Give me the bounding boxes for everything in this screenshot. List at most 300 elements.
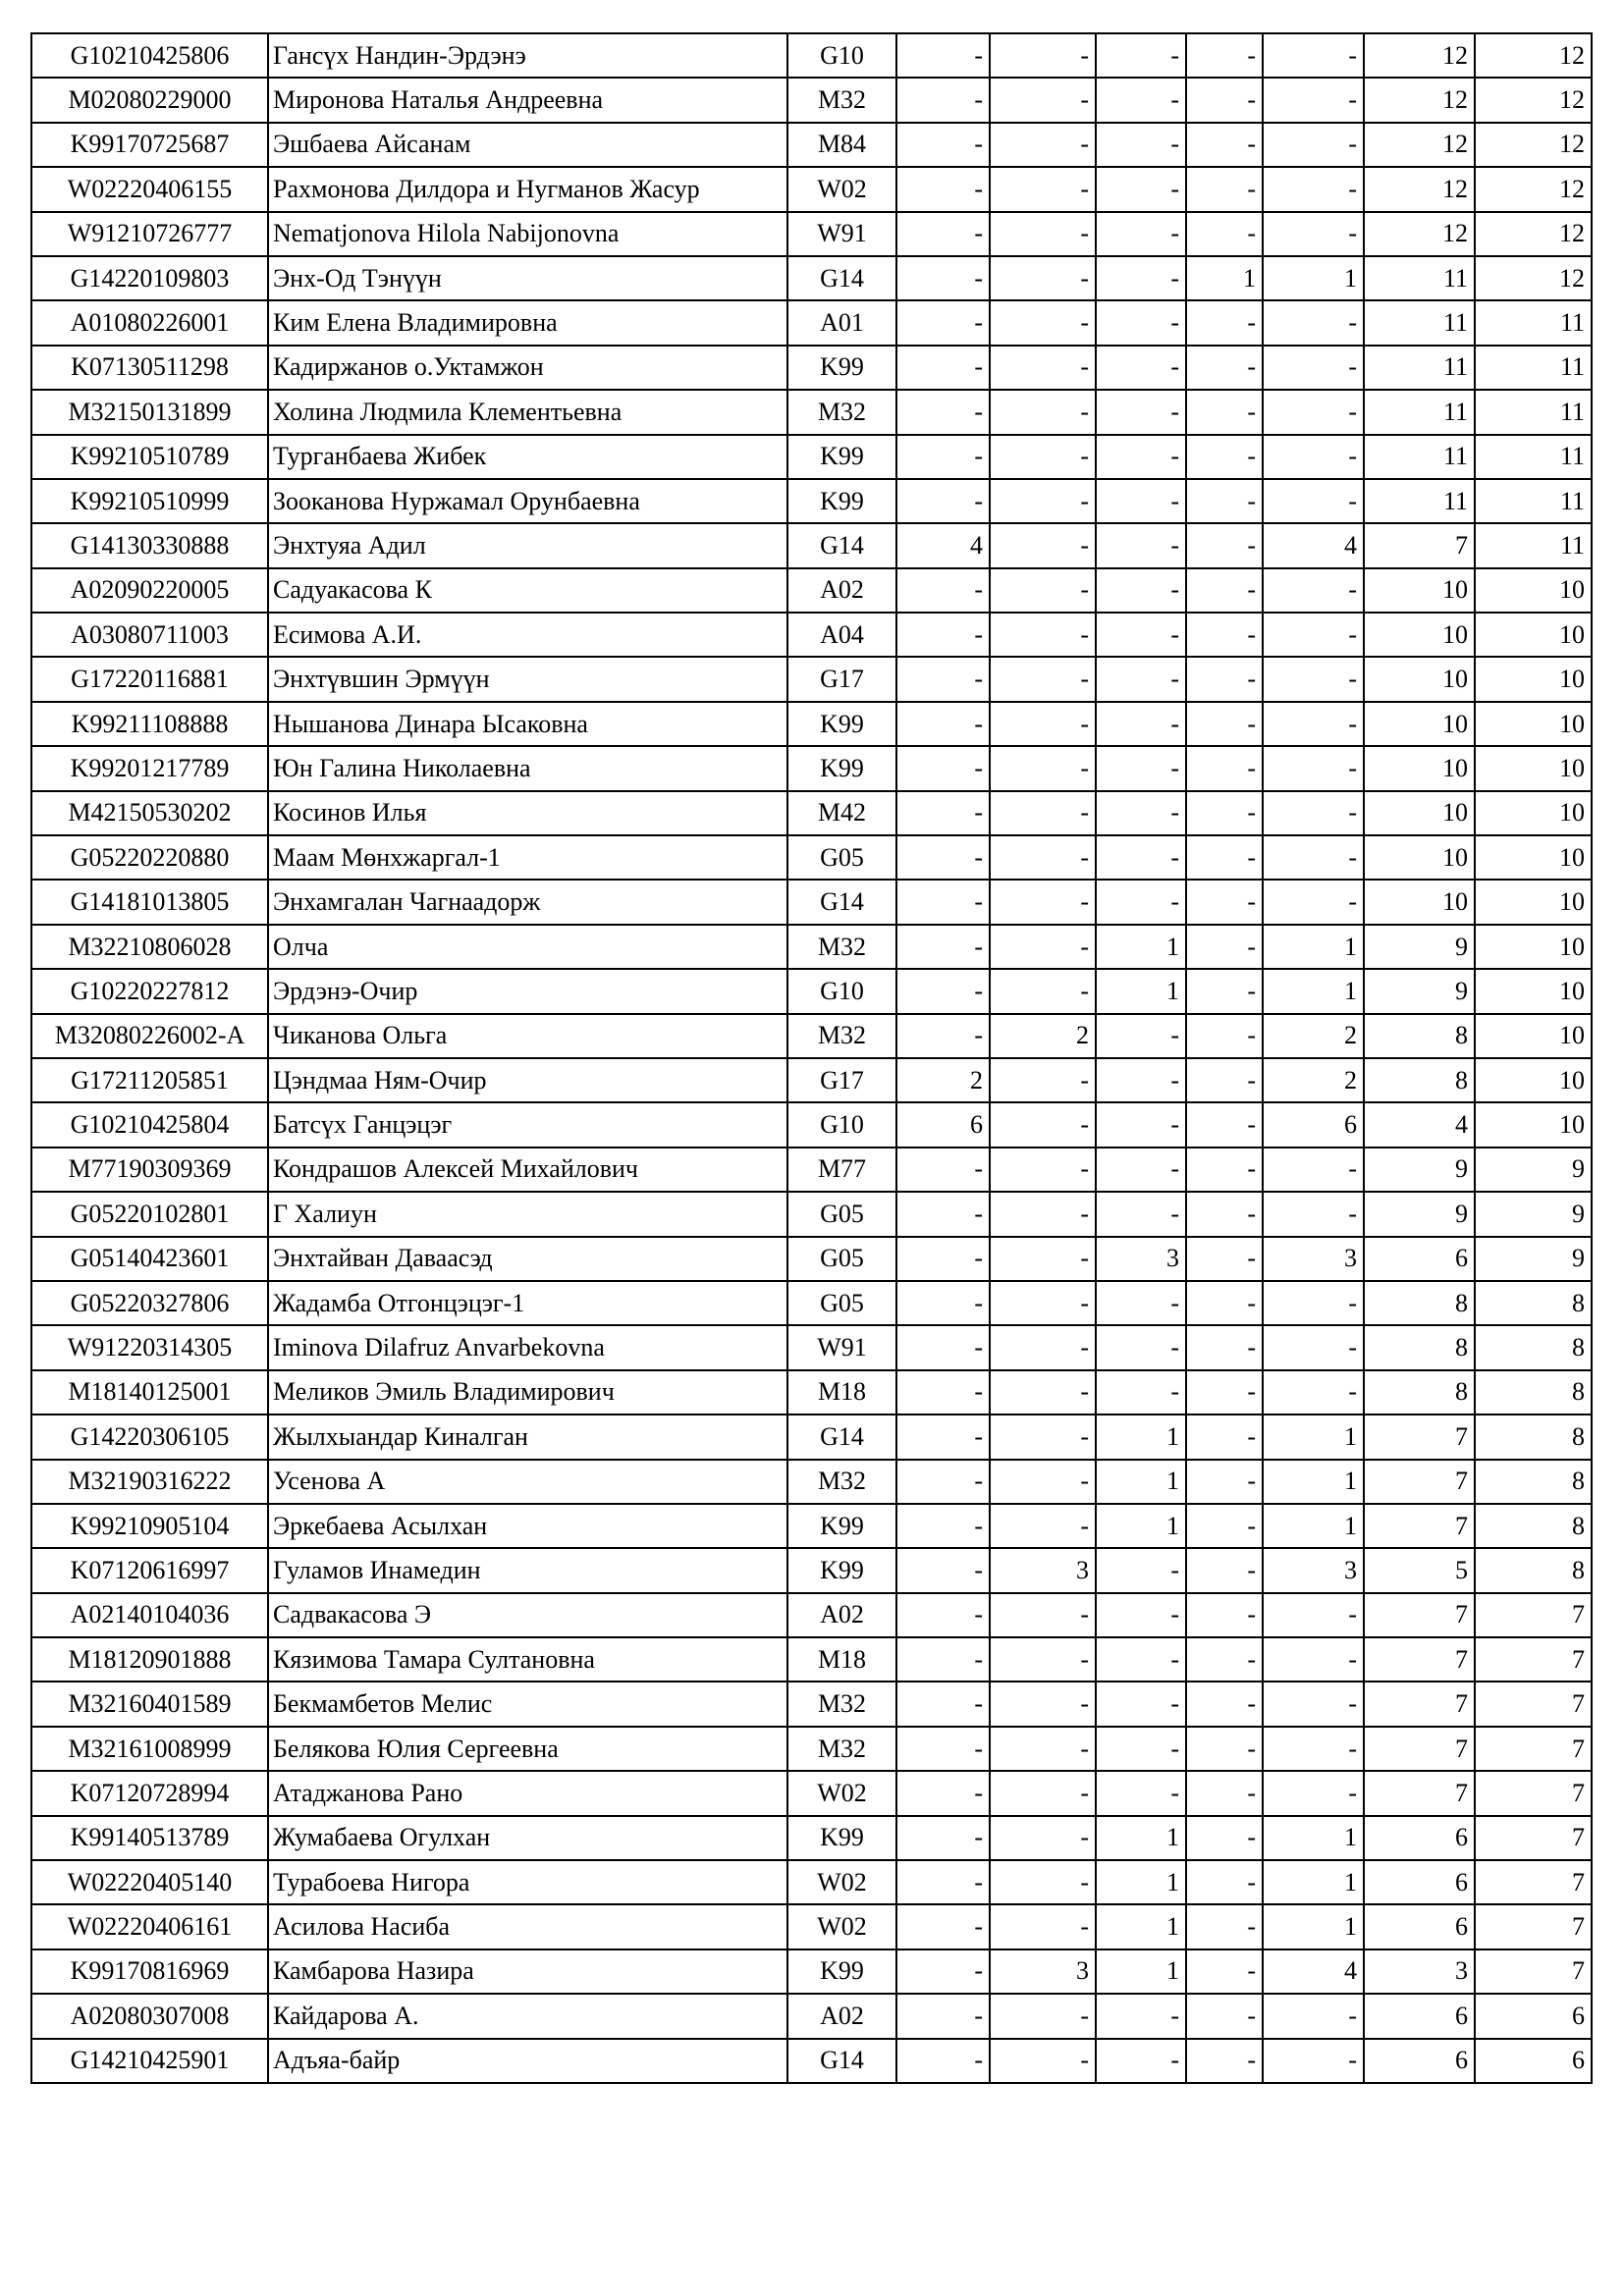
member-name-cell: Цэндмаа Ням-Очир bbox=[268, 1058, 787, 1102]
score-col-1-cell: - bbox=[896, 835, 990, 880]
member-code-cell: G17211205851 bbox=[31, 1058, 268, 1102]
score-col-1-cell: - bbox=[896, 1460, 990, 1504]
score-col-1-cell: - bbox=[896, 479, 990, 523]
score-col-1-cell: - bbox=[896, 568, 990, 613]
score-subtotal-cell: - bbox=[1263, 613, 1364, 657]
score-subtotal-cell: 1 bbox=[1263, 256, 1364, 300]
score-col-3-cell: - bbox=[1096, 1593, 1186, 1637]
table-row bbox=[31, 33, 1592, 78]
table-row bbox=[31, 1637, 1592, 1682]
member-name-cell: Бекмамбетов Мелис bbox=[268, 1682, 787, 1726]
score-base-cell: 12 bbox=[1364, 123, 1475, 167]
score-col-2-cell: - bbox=[990, 1771, 1096, 1815]
score-subtotal-cell: - bbox=[1263, 2039, 1364, 2083]
score-col-4-cell: - bbox=[1186, 1593, 1263, 1637]
group-code-cell: G14 bbox=[787, 256, 896, 300]
member-code-cell: G05140423601 bbox=[31, 1237, 268, 1281]
score-col-3-cell: 1 bbox=[1096, 1415, 1186, 1459]
table-row bbox=[31, 78, 1592, 122]
group-code-cell: M77 bbox=[787, 1148, 896, 1192]
score-col-2-cell: - bbox=[990, 479, 1096, 523]
score-base-cell: 6 bbox=[1364, 1816, 1475, 1860]
score-subtotal-cell: - bbox=[1263, 746, 1364, 790]
group-code-cell: W91 bbox=[787, 1325, 896, 1369]
member-name-cell: Эркебаева Асылхан bbox=[268, 1504, 787, 1548]
score-subtotal-cell: - bbox=[1263, 167, 1364, 211]
score-col-3-cell: - bbox=[1096, 835, 1186, 880]
score-col-2-cell: - bbox=[990, 390, 1096, 434]
score-col-3-cell: 1 bbox=[1096, 1860, 1186, 1904]
score-col-2-cell: - bbox=[990, 1237, 1096, 1281]
member-code-cell: W02220405140 bbox=[31, 1860, 268, 1904]
score-base-cell: 7 bbox=[1364, 1637, 1475, 1682]
member-name-cell: Nematjonova Hilola Nabijonovna bbox=[268, 212, 787, 256]
member-code-cell: A02080307008 bbox=[31, 1994, 268, 2038]
score-col-4-cell: - bbox=[1186, 33, 1263, 78]
member-name-cell: Адъяа-байр bbox=[268, 2039, 787, 2083]
score-total-cell: 12 bbox=[1475, 167, 1592, 211]
score-col-1-cell: - bbox=[896, 123, 990, 167]
score-col-4-cell: - bbox=[1186, 123, 1263, 167]
score-col-1-cell: - bbox=[896, 1860, 990, 1904]
score-col-2-cell: - bbox=[990, 880, 1096, 924]
score-base-cell: 11 bbox=[1364, 435, 1475, 479]
member-name-cell: Энхтүвшин Эрмүүн bbox=[268, 657, 787, 701]
score-subtotal-cell: 1 bbox=[1263, 1860, 1364, 1904]
member-name-cell: Кайдарова А. bbox=[268, 1994, 787, 2038]
score-col-2-cell: 3 bbox=[990, 1949, 1096, 1994]
group-code-cell: G14 bbox=[787, 880, 896, 924]
group-code-cell: G10 bbox=[787, 1102, 896, 1147]
score-col-4-cell: - bbox=[1186, 1370, 1263, 1415]
score-col-4-cell: - bbox=[1186, 1281, 1263, 1325]
member-name-cell: Жумабаева Огулхан bbox=[268, 1816, 787, 1860]
group-code-cell: M32 bbox=[787, 925, 896, 969]
score-col-4-cell: - bbox=[1186, 1682, 1263, 1726]
score-col-3-cell: - bbox=[1096, 167, 1186, 211]
score-col-3-cell: 1 bbox=[1096, 969, 1186, 1013]
score-total-cell: 12 bbox=[1475, 78, 1592, 122]
score-subtotal-cell: - bbox=[1263, 300, 1364, 345]
score-total-cell: 7 bbox=[1475, 1727, 1592, 1771]
table-row bbox=[31, 346, 1592, 390]
results-table-body bbox=[31, 33, 1592, 2083]
member-name-cell: Маам Мөнхжаргал-1 bbox=[268, 835, 787, 880]
score-col-2-cell: - bbox=[990, 1370, 1096, 1415]
group-code-cell: M84 bbox=[787, 123, 896, 167]
score-col-2-cell: - bbox=[990, 1682, 1096, 1726]
member-code-cell: K07130511298 bbox=[31, 346, 268, 390]
score-col-3-cell: - bbox=[1096, 657, 1186, 701]
member-code-cell: A02140104036 bbox=[31, 1593, 268, 1637]
score-col-4-cell: - bbox=[1186, 1415, 1263, 1459]
score-col-2-cell: - bbox=[990, 2039, 1096, 2083]
score-subtotal-cell: 1 bbox=[1263, 1415, 1364, 1459]
score-col-3-cell: - bbox=[1096, 346, 1186, 390]
score-base-cell: 8 bbox=[1364, 1058, 1475, 1102]
score-col-3-cell: - bbox=[1096, 568, 1186, 613]
member-code-cell: M18120901888 bbox=[31, 1637, 268, 1682]
score-col-3-cell: - bbox=[1096, 1370, 1186, 1415]
table-row bbox=[31, 479, 1592, 523]
member-name-cell: Жадамба Отгонцэцэг-1 bbox=[268, 1281, 787, 1325]
score-base-cell: 10 bbox=[1364, 880, 1475, 924]
score-col-1-cell: - bbox=[896, 1281, 990, 1325]
score-base-cell: 10 bbox=[1364, 568, 1475, 613]
score-subtotal-cell: - bbox=[1263, 880, 1364, 924]
table-row bbox=[31, 1904, 1592, 1949]
score-total-cell: 7 bbox=[1475, 1949, 1592, 1994]
member-name-cell: Косинов Илья bbox=[268, 791, 787, 835]
score-col-1-cell: - bbox=[896, 1727, 990, 1771]
score-col-4-cell: - bbox=[1186, 1014, 1263, 1058]
member-code-cell: K99210905104 bbox=[31, 1504, 268, 1548]
member-code-cell: M32150131899 bbox=[31, 390, 268, 434]
score-col-4-cell: - bbox=[1186, 1904, 1263, 1949]
score-col-3-cell: 1 bbox=[1096, 1504, 1186, 1548]
score-col-4-cell: - bbox=[1186, 1860, 1263, 1904]
member-name-cell: Олча bbox=[268, 925, 787, 969]
score-col-4-cell: - bbox=[1186, 2039, 1263, 2083]
score-col-2-cell: - bbox=[990, 1637, 1096, 1682]
score-total-cell: 8 bbox=[1475, 1460, 1592, 1504]
table-row bbox=[31, 1460, 1592, 1504]
score-col-1-cell: - bbox=[896, 1370, 990, 1415]
member-code-cell: M18140125001 bbox=[31, 1370, 268, 1415]
score-col-4-cell: - bbox=[1186, 568, 1263, 613]
score-col-4-cell: 1 bbox=[1186, 256, 1263, 300]
group-code-cell: K99 bbox=[787, 1816, 896, 1860]
group-code-cell: K99 bbox=[787, 702, 896, 746]
score-col-2-cell: - bbox=[990, 435, 1096, 479]
score-col-4-cell: - bbox=[1186, 212, 1263, 256]
score-col-4-cell: - bbox=[1186, 346, 1263, 390]
score-col-2-cell: - bbox=[990, 346, 1096, 390]
score-col-1-cell: 4 bbox=[896, 523, 990, 567]
score-col-3-cell: - bbox=[1096, 78, 1186, 122]
score-col-1-cell: - bbox=[896, 702, 990, 746]
score-total-cell: 10 bbox=[1475, 657, 1592, 701]
member-name-cell: Атаджанова Рано bbox=[268, 1771, 787, 1815]
table-row bbox=[31, 1281, 1592, 1325]
member-name-cell: Энхтуяа Адил bbox=[268, 523, 787, 567]
member-code-cell: A03080711003 bbox=[31, 613, 268, 657]
score-subtotal-cell: - bbox=[1263, 1325, 1364, 1369]
score-base-cell: 12 bbox=[1364, 78, 1475, 122]
score-col-1-cell: - bbox=[896, 78, 990, 122]
score-col-1-cell: - bbox=[896, 969, 990, 1013]
score-total-cell: 8 bbox=[1475, 1415, 1592, 1459]
score-col-3-cell: - bbox=[1096, 1325, 1186, 1369]
table-row bbox=[31, 390, 1592, 434]
score-col-2-cell: - bbox=[990, 969, 1096, 1013]
member-name-cell: Юн Галина Николаевна bbox=[268, 746, 787, 790]
score-base-cell: 7 bbox=[1364, 1504, 1475, 1548]
member-code-cell: G14220306105 bbox=[31, 1415, 268, 1459]
score-base-cell: 8 bbox=[1364, 1014, 1475, 1058]
member-code-cell: W91220314305 bbox=[31, 1325, 268, 1369]
score-col-1-cell: - bbox=[896, 167, 990, 211]
score-col-1-cell: - bbox=[896, 300, 990, 345]
member-name-cell: Белякова Юлия Сергеевна bbox=[268, 1727, 787, 1771]
score-total-cell: 7 bbox=[1475, 1860, 1592, 1904]
member-name-cell: Гуламов Инамедин bbox=[268, 1548, 787, 1592]
score-col-1-cell: - bbox=[896, 1237, 990, 1281]
score-subtotal-cell: - bbox=[1263, 657, 1364, 701]
table-row bbox=[31, 1548, 1592, 1592]
score-col-2-cell: - bbox=[990, 1460, 1096, 1504]
table-row bbox=[31, 1816, 1592, 1860]
member-name-cell: Усенова А bbox=[268, 1460, 787, 1504]
score-col-1-cell: - bbox=[896, 1816, 990, 1860]
score-col-2-cell: - bbox=[990, 1148, 1096, 1192]
score-total-cell: 8 bbox=[1475, 1504, 1592, 1548]
score-col-2-cell: - bbox=[990, 925, 1096, 969]
member-name-cell: Кондрашов Алексей Михайлович bbox=[268, 1148, 787, 1192]
score-total-cell: 10 bbox=[1475, 568, 1592, 613]
group-code-cell: G14 bbox=[787, 1415, 896, 1459]
group-code-cell: A02 bbox=[787, 1593, 896, 1637]
score-col-4-cell: - bbox=[1186, 1548, 1263, 1592]
score-base-cell: 6 bbox=[1364, 1904, 1475, 1949]
score-subtotal-cell: 1 bbox=[1263, 1460, 1364, 1504]
member-code-cell: G14181013805 bbox=[31, 880, 268, 924]
group-code-cell: M32 bbox=[787, 78, 896, 122]
score-total-cell: 11 bbox=[1475, 346, 1592, 390]
member-name-cell: Турганбаева Жибек bbox=[268, 435, 787, 479]
score-col-3-cell: - bbox=[1096, 1058, 1186, 1102]
table-row bbox=[31, 925, 1592, 969]
score-base-cell: 12 bbox=[1364, 212, 1475, 256]
score-col-3-cell: 1 bbox=[1096, 925, 1186, 969]
member-code-cell: M42150530202 bbox=[31, 791, 268, 835]
score-col-3-cell: - bbox=[1096, 791, 1186, 835]
score-base-cell: 10 bbox=[1364, 702, 1475, 746]
member-code-cell: M77190309369 bbox=[31, 1148, 268, 1192]
score-subtotal-cell: - bbox=[1263, 33, 1364, 78]
score-total-cell: 12 bbox=[1475, 256, 1592, 300]
score-col-3-cell: - bbox=[1096, 1192, 1186, 1236]
table-row bbox=[31, 613, 1592, 657]
score-col-2-cell: - bbox=[990, 78, 1096, 122]
table-row bbox=[31, 1370, 1592, 1415]
member-code-cell: K07120616997 bbox=[31, 1548, 268, 1592]
score-col-4-cell: - bbox=[1186, 1058, 1263, 1102]
score-total-cell: 12 bbox=[1475, 33, 1592, 78]
table-row bbox=[31, 1325, 1592, 1369]
score-col-1-cell: - bbox=[896, 657, 990, 701]
score-col-4-cell: - bbox=[1186, 523, 1263, 567]
score-col-3-cell: 1 bbox=[1096, 1460, 1186, 1504]
score-subtotal-cell: - bbox=[1263, 78, 1364, 122]
score-subtotal-cell: - bbox=[1263, 1192, 1364, 1236]
member-name-cell: Зооканова Нуржамал Орунбаевна bbox=[268, 479, 787, 523]
score-total-cell: 10 bbox=[1475, 925, 1592, 969]
table-row bbox=[31, 1994, 1592, 2038]
score-col-4-cell: - bbox=[1186, 835, 1263, 880]
score-total-cell: 10 bbox=[1475, 746, 1592, 790]
member-name-cell: Жылхыандар Киналган bbox=[268, 1415, 787, 1459]
score-col-2-cell: - bbox=[990, 1102, 1096, 1147]
score-col-1-cell: - bbox=[896, 33, 990, 78]
score-base-cell: 10 bbox=[1364, 613, 1475, 657]
score-base-cell: 11 bbox=[1364, 479, 1475, 523]
score-total-cell: 12 bbox=[1475, 212, 1592, 256]
score-col-3-cell: - bbox=[1096, 390, 1186, 434]
results-table bbox=[30, 32, 1593, 2084]
table-row bbox=[31, 835, 1592, 880]
member-name-cell: Ким Елена Владимировна bbox=[268, 300, 787, 345]
member-code-cell: G14130330888 bbox=[31, 523, 268, 567]
score-col-2-cell: - bbox=[990, 523, 1096, 567]
score-base-cell: 3 bbox=[1364, 1949, 1475, 1994]
member-name-cell: Кязимова Тамара Султановна bbox=[268, 1637, 787, 1682]
score-base-cell: 11 bbox=[1364, 390, 1475, 434]
member-code-cell: G17220116881 bbox=[31, 657, 268, 701]
score-col-2-cell: - bbox=[990, 1325, 1096, 1369]
score-base-cell: 5 bbox=[1364, 1548, 1475, 1592]
score-subtotal-cell: 1 bbox=[1263, 969, 1364, 1013]
score-col-2-cell: - bbox=[990, 1816, 1096, 1860]
score-base-cell: 10 bbox=[1364, 657, 1475, 701]
score-subtotal-cell: 4 bbox=[1263, 523, 1364, 567]
score-total-cell: 7 bbox=[1475, 1593, 1592, 1637]
score-col-2-cell: - bbox=[990, 835, 1096, 880]
member-code-cell: A01080226001 bbox=[31, 300, 268, 345]
member-name-cell: Камбарова Назира bbox=[268, 1949, 787, 1994]
member-code-cell: G14220109803 bbox=[31, 256, 268, 300]
table-row bbox=[31, 300, 1592, 345]
score-col-3-cell: - bbox=[1096, 256, 1186, 300]
score-col-4-cell: - bbox=[1186, 78, 1263, 122]
score-col-1-cell: - bbox=[896, 1904, 990, 1949]
score-subtotal-cell: 1 bbox=[1263, 1816, 1364, 1860]
member-code-cell: K99170816969 bbox=[31, 1949, 268, 1994]
table-row bbox=[31, 880, 1592, 924]
score-total-cell: 10 bbox=[1475, 1014, 1592, 1058]
score-subtotal-cell: - bbox=[1263, 1637, 1364, 1682]
score-subtotal-cell: 2 bbox=[1263, 1014, 1364, 1058]
member-name-cell: Миронова Наталья Андреевна bbox=[268, 78, 787, 122]
score-col-3-cell: - bbox=[1096, 1281, 1186, 1325]
score-col-1-cell: - bbox=[896, 346, 990, 390]
score-col-2-cell: - bbox=[990, 1593, 1096, 1637]
score-col-4-cell: - bbox=[1186, 167, 1263, 211]
score-subtotal-cell: 6 bbox=[1263, 1102, 1364, 1147]
score-col-3-cell: - bbox=[1096, 1682, 1186, 1726]
group-code-cell: K99 bbox=[787, 435, 896, 479]
table-row bbox=[31, 702, 1592, 746]
score-subtotal-cell: - bbox=[1263, 390, 1364, 434]
member-name-cell: Iminova Dilafruz Anvarbekovna bbox=[268, 1325, 787, 1369]
table-row bbox=[31, 1771, 1592, 1815]
table-row bbox=[31, 1727, 1592, 1771]
score-total-cell: 7 bbox=[1475, 1637, 1592, 1682]
score-base-cell: 12 bbox=[1364, 167, 1475, 211]
score-base-cell: 7 bbox=[1364, 1593, 1475, 1637]
group-code-cell: G17 bbox=[787, 657, 896, 701]
score-total-cell: 7 bbox=[1475, 1771, 1592, 1815]
table-row bbox=[31, 256, 1592, 300]
score-col-1-cell: - bbox=[896, 925, 990, 969]
score-col-1-cell: - bbox=[896, 2039, 990, 2083]
table-row bbox=[31, 1058, 1592, 1102]
score-total-cell: 10 bbox=[1475, 969, 1592, 1013]
score-col-4-cell: - bbox=[1186, 1237, 1263, 1281]
score-col-3-cell: - bbox=[1096, 2039, 1186, 2083]
score-col-2-cell: - bbox=[990, 1727, 1096, 1771]
score-col-1-cell: - bbox=[896, 746, 990, 790]
member-name-cell: Турабоева Нигора bbox=[268, 1860, 787, 1904]
score-col-4-cell: - bbox=[1186, 1460, 1263, 1504]
score-total-cell: 9 bbox=[1475, 1237, 1592, 1281]
member-code-cell: K99140513789 bbox=[31, 1816, 268, 1860]
score-subtotal-cell: - bbox=[1263, 791, 1364, 835]
score-base-cell: 10 bbox=[1364, 835, 1475, 880]
score-col-4-cell: - bbox=[1186, 1504, 1263, 1548]
score-total-cell: 10 bbox=[1475, 1058, 1592, 1102]
score-col-2-cell: - bbox=[990, 746, 1096, 790]
score-subtotal-cell: - bbox=[1263, 1281, 1364, 1325]
member-name-cell: Батсүх Ганцэцэг bbox=[268, 1102, 787, 1147]
score-base-cell: 7 bbox=[1364, 523, 1475, 567]
score-col-1-cell: - bbox=[896, 256, 990, 300]
score-col-2-cell: - bbox=[990, 256, 1096, 300]
table-row bbox=[31, 1682, 1592, 1726]
member-code-cell: K99201217789 bbox=[31, 746, 268, 790]
member-code-cell: M32210806028 bbox=[31, 925, 268, 969]
group-code-cell: W02 bbox=[787, 1904, 896, 1949]
group-code-cell: G05 bbox=[787, 1281, 896, 1325]
group-code-cell: W02 bbox=[787, 1860, 896, 1904]
table-row bbox=[31, 1102, 1592, 1147]
member-name-cell: Эшбаева Айсанам bbox=[268, 123, 787, 167]
score-base-cell: 12 bbox=[1364, 33, 1475, 78]
table-row bbox=[31, 1949, 1592, 1994]
member-name-cell: Энхамгалан Чагнаадорж bbox=[268, 880, 787, 924]
member-name-cell: Г Халиун bbox=[268, 1192, 787, 1236]
score-base-cell: 6 bbox=[1364, 2039, 1475, 2083]
group-code-cell: M32 bbox=[787, 1682, 896, 1726]
score-col-3-cell: - bbox=[1096, 1771, 1186, 1815]
score-total-cell: 9 bbox=[1475, 1192, 1592, 1236]
score-subtotal-cell: - bbox=[1263, 568, 1364, 613]
score-total-cell: 7 bbox=[1475, 1904, 1592, 1949]
score-subtotal-cell: 1 bbox=[1263, 1504, 1364, 1548]
score-col-3-cell: - bbox=[1096, 746, 1186, 790]
score-base-cell: 9 bbox=[1364, 1192, 1475, 1236]
score-col-1-cell: - bbox=[896, 435, 990, 479]
member-name-cell: Чиканова Ольга bbox=[268, 1014, 787, 1058]
score-total-cell: 8 bbox=[1475, 1325, 1592, 1369]
score-subtotal-cell: - bbox=[1263, 1370, 1364, 1415]
table-row bbox=[31, 1860, 1592, 1904]
score-base-cell: 9 bbox=[1364, 1148, 1475, 1192]
score-col-4-cell: - bbox=[1186, 1325, 1263, 1369]
score-col-4-cell: - bbox=[1186, 1994, 1263, 2038]
score-col-2-cell: - bbox=[990, 657, 1096, 701]
member-name-cell: Рахмонова Дилдора и Нугманов Жасур bbox=[268, 167, 787, 211]
score-total-cell: 10 bbox=[1475, 1102, 1592, 1147]
score-col-4-cell: - bbox=[1186, 1192, 1263, 1236]
score-col-3-cell: 1 bbox=[1096, 1949, 1186, 1994]
group-code-cell: M32 bbox=[787, 1460, 896, 1504]
member-code-cell: G10210425804 bbox=[31, 1102, 268, 1147]
group-code-cell: K99 bbox=[787, 479, 896, 523]
score-col-2-cell: - bbox=[990, 1904, 1096, 1949]
score-subtotal-cell: - bbox=[1263, 1727, 1364, 1771]
score-col-1-cell: - bbox=[896, 1148, 990, 1192]
